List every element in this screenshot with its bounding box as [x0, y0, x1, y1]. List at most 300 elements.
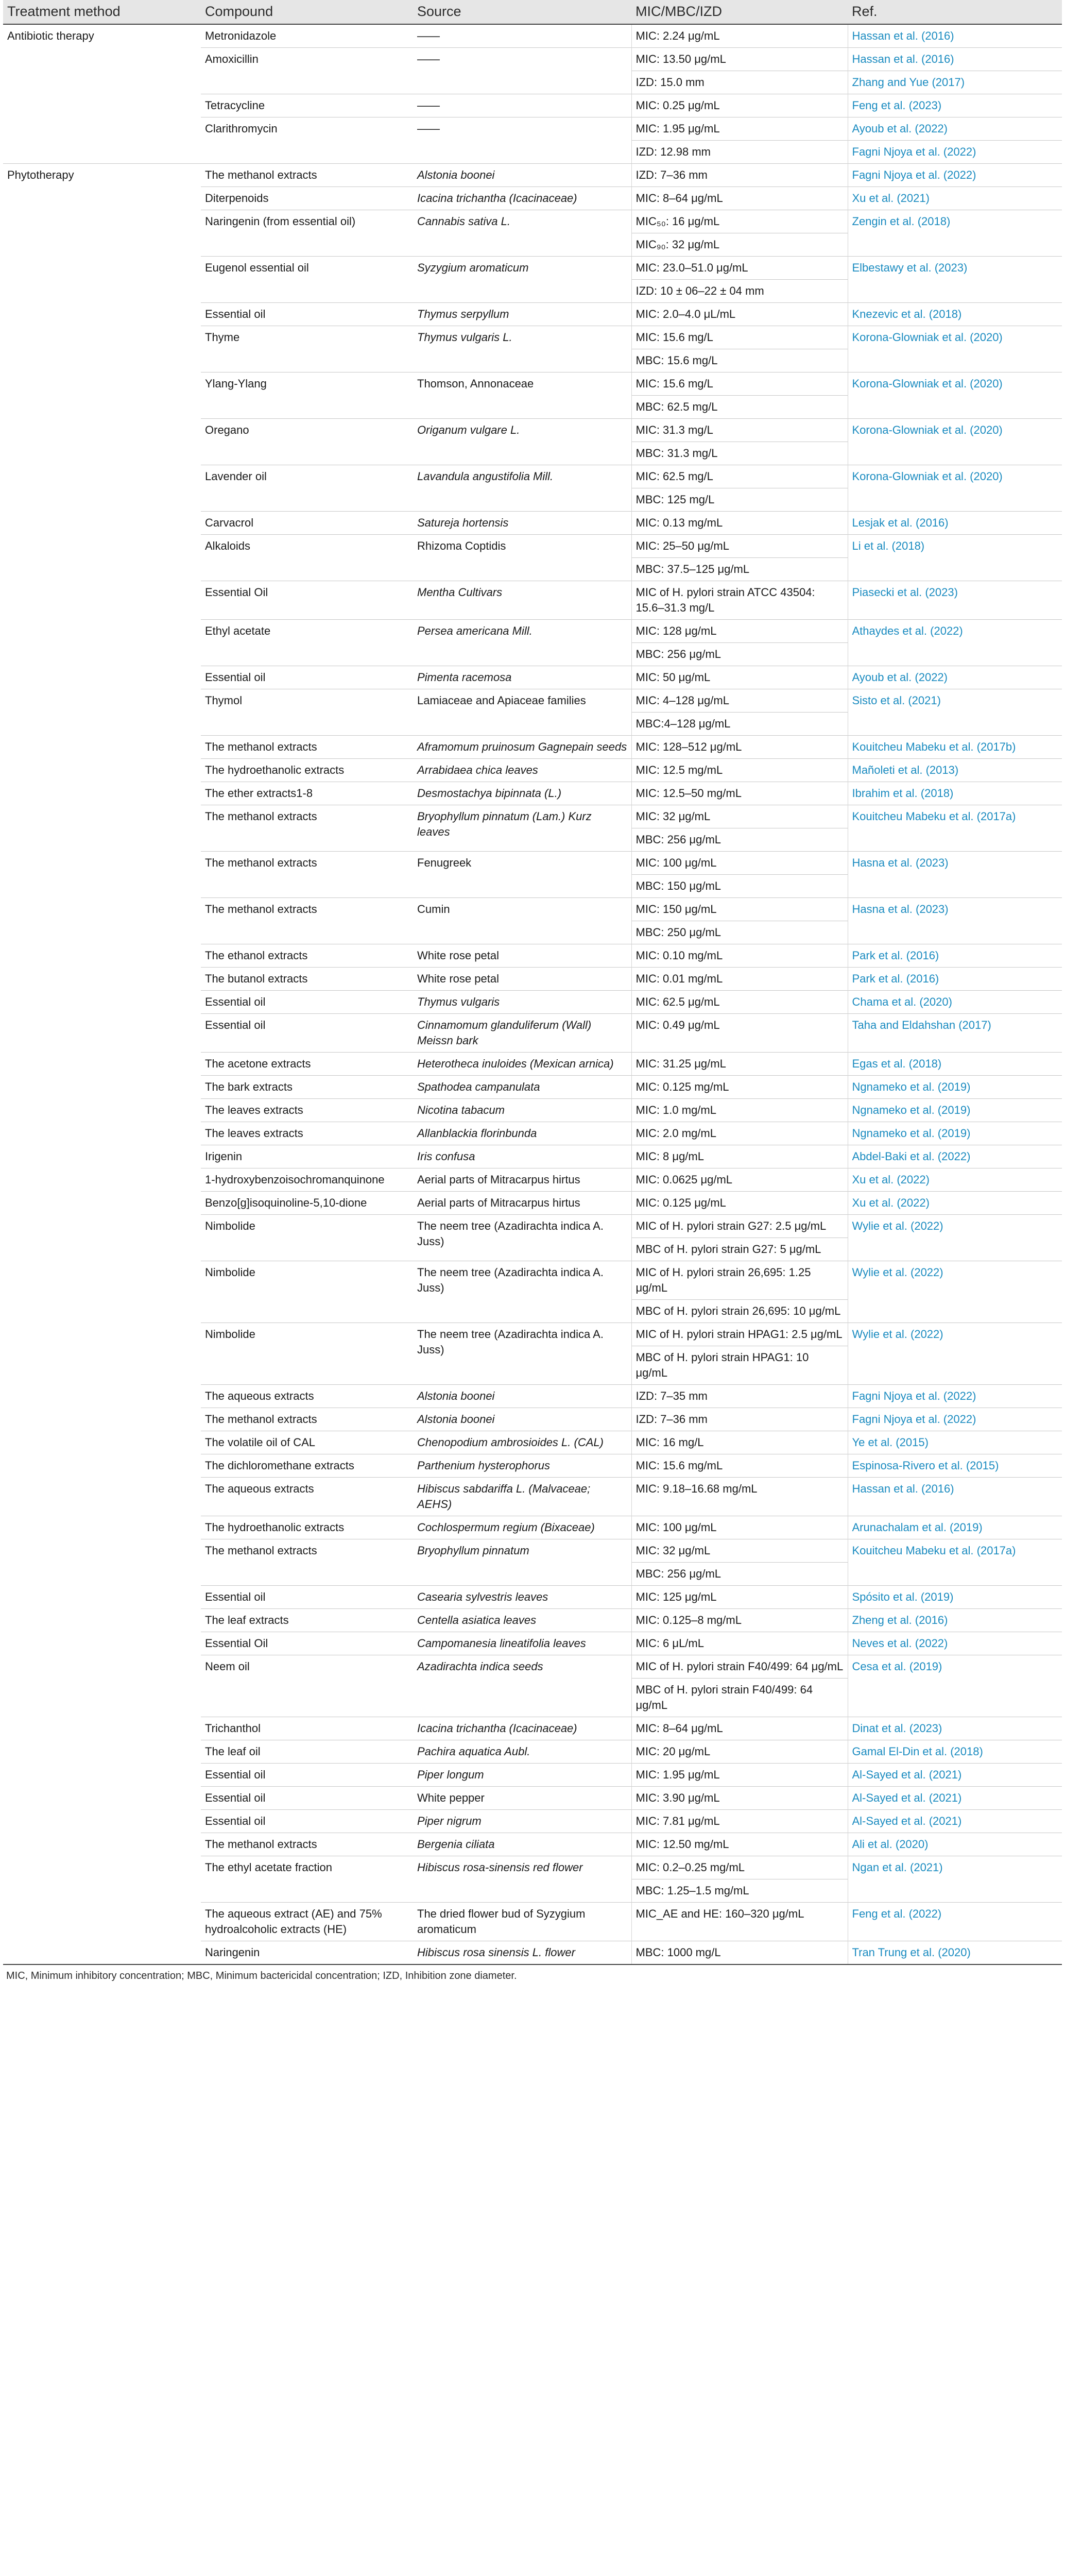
treatment-method-cell: [3, 782, 201, 805]
mic-mbc-izd-cell: MIC: 7.81 μg/mL: [631, 1810, 848, 1833]
mic-mbc-izd-cell: MIC: 12.5–50 mg/mL: [631, 782, 848, 805]
reference-link[interactable]: Hassan et al. (2016): [848, 1478, 1062, 1516]
treatment-method-cell: [3, 372, 201, 419]
source-cell: Lamiaceae and Apiaceae families: [413, 689, 631, 736]
treatment-method-cell: [3, 1717, 201, 1740]
table-row: [3, 1076, 1062, 1099]
treatment-method-cell: [3, 535, 201, 581]
treatment-method-cell: [3, 512, 201, 535]
mic-mbc-izd-cell: MBC: 256 μg/mL: [631, 1563, 848, 1586]
treatment-method-cell: [3, 805, 201, 852]
compound-cell: The methanol extracts: [201, 852, 413, 898]
treatment-method-cell: [3, 1192, 201, 1215]
compound-cell: The methanol extracts: [201, 736, 413, 759]
reference-link[interactable]: Dinat et al. (2023): [848, 1717, 1062, 1740]
reference-link[interactable]: Kouitcheu Mabeku et al. (2017a): [848, 1539, 1062, 1586]
reference-link[interactable]: Abdel-Baki et al. (2022): [848, 1145, 1062, 1168]
reference-link[interactable]: Hasna et al. (2023): [848, 852, 1062, 898]
compound-cell: Naringenin (from essential oil): [201, 210, 413, 257]
compound-cell: Naringenin: [201, 1941, 413, 1964]
mic-mbc-izd-cell: MIC: 0.125–8 mg/mL: [631, 1609, 848, 1632]
source-cell: Persea americana Mill.: [413, 620, 631, 666]
treatment-method-cell: [3, 419, 201, 465]
treatment-method-cell: [3, 1903, 201, 1941]
source-cell: The neem tree (Azadirachta indica A. Juss): [413, 1323, 631, 1385]
treatment-method-cell: [3, 1787, 201, 1810]
table-header: [3, 0, 1062, 24]
table-row: [3, 1539, 1062, 1563]
reference-link[interactable]: Elbestawy et al. (2023): [848, 257, 1062, 303]
reference-link[interactable]: Hassan et al. (2016): [848, 24, 1062, 48]
compound-cell: Essential Oil: [201, 1632, 413, 1655]
treatment-method-cell: [3, 852, 201, 898]
reference-link[interactable]: Feng et al. (2022): [848, 1903, 1062, 1941]
mic-mbc-izd-cell: MIC: 128 μg/mL: [631, 620, 848, 643]
reference-link[interactable]: Mañoleti et al. (2013): [848, 759, 1062, 782]
table-row: [3, 991, 1062, 1014]
mic-mbc-izd-cell: MIC: 25–50 μg/mL: [631, 535, 848, 558]
table-row: [3, 512, 1062, 535]
table-row: [3, 535, 1062, 558]
reference-link[interactable]: Kouitcheu Mabeku et al. (2017a): [848, 805, 1062, 852]
mic-mbc-izd-cell: IZD: 7–35 mm: [631, 1385, 848, 1408]
mic-mbc-izd-cell: MIC: 12.50 mg/mL: [631, 1833, 848, 1856]
source-cell: Satureja hortensis: [413, 512, 631, 535]
mic-mbc-izd-cell: IZD: 7–36 mm: [631, 164, 848, 187]
source-cell: Syzygium aromaticum: [413, 257, 631, 303]
mic-mbc-izd-cell: MIC: 15.6 mg/L: [631, 326, 848, 349]
reference-link[interactable]: Piasecki et al. (2023): [848, 581, 1062, 620]
mic-mbc-izd-cell: MBC of H. pylori strain G27: 5 μg/mL: [631, 1238, 848, 1261]
source-cell: Hibiscus rosa sinensis L. flower: [413, 1941, 631, 1964]
compound-cell: Benzo[g]isoquinoline-5,10-dione: [201, 1192, 413, 1215]
treatment-method-cell: [3, 1168, 201, 1192]
source-cell: Nicotina tabacum: [413, 1099, 631, 1122]
table-row: [3, 1516, 1062, 1539]
mic-mbc-izd-cell: IZD: 10 ± 06–22 ± 04 mm: [631, 280, 848, 303]
compound-cell: The hydroethanolic extracts: [201, 1516, 413, 1539]
treatment-method-cell: [3, 1764, 201, 1787]
source-cell: Rhizoma Coptidis: [413, 535, 631, 581]
source-cell: Heterotheca inuloides (Mexican arnica): [413, 1053, 631, 1076]
reference-link[interactable]: Espinosa-Rivero et al. (2015): [848, 1454, 1062, 1478]
table-row: [3, 968, 1062, 991]
table-row: [3, 1764, 1062, 1787]
mic-mbc-izd-cell: MBC of H. pylori strain 26,695: 10 μg/mL: [631, 1300, 848, 1323]
mic-mbc-izd-cell: MIC: 32 μg/mL: [631, 1539, 848, 1563]
table-row: [3, 805, 1062, 828]
compound-cell: The aqueous extracts: [201, 1385, 413, 1408]
table-footnote: MIC, Minimum inhibitory concentration; MBC, Minimum bactericidal concentration; IZD, Inhibition zone diameter.: [3, 1964, 1062, 1982]
mic-mbc-izd-cell: MIC: 6 μL/mL: [631, 1632, 848, 1655]
reference-link[interactable]: Ngnameko et al. (2019): [848, 1122, 1062, 1145]
table-row: [3, 1740, 1062, 1764]
mic-mbc-izd-cell: MIC: 125 μg/mL: [631, 1586, 848, 1609]
table-row: [3, 1053, 1062, 1076]
mic-mbc-izd-cell: MBC: 125 mg/L: [631, 488, 848, 512]
compound-cell: The leaves extracts: [201, 1122, 413, 1145]
mic-mbc-izd-cell: MIC: 9.18–16.68 mg/mL: [631, 1478, 848, 1516]
source-cell: ——: [413, 94, 631, 117]
mic-mbc-izd-cell: MBC: 62.5 mg/L: [631, 396, 848, 419]
reference-link[interactable]: Arunachalam et al. (2019): [848, 1516, 1062, 1539]
source-cell: Alstonia boonei: [413, 1408, 631, 1431]
reference-link[interactable]: Korona-Glowniak et al. (2020): [848, 419, 1062, 465]
table-row: [3, 94, 1062, 117]
mic-mbc-izd-cell: MIC: 8–64 μg/mL: [631, 1717, 848, 1740]
reference-link[interactable]: Tran Trung et al. (2020): [848, 1941, 1062, 1964]
reference-link[interactable]: Al-Sayed et al. (2021): [848, 1764, 1062, 1787]
table-row: [3, 24, 1062, 48]
treatment-method-cell: [3, 1810, 201, 1833]
treatment-method-cell: [3, 1740, 201, 1764]
compound-cell: The acetone extracts: [201, 1053, 413, 1076]
source-cell: Thymus serpyllum: [413, 303, 631, 326]
source-cell: Iris confusa: [413, 1145, 631, 1168]
mic-mbc-izd-cell: MIC_AE and HE: 160–320 μg/mL: [631, 1903, 848, 1941]
mic-mbc-izd-cell: MIC of H. pylori strain ATCC 43504: 15.6–31.3 mg/L: [631, 581, 848, 620]
table-row: [3, 1145, 1062, 1168]
header-mic-mbc-izd: MIC/MBC/IZD: [631, 0, 848, 24]
mic-mbc-izd-cell: MBC: 256 μg/mL: [631, 828, 848, 852]
source-cell: Thymus vulgaris L.: [413, 326, 631, 372]
treatment-method-cell: [3, 465, 201, 512]
treatment-method-cell: [3, 1323, 201, 1385]
source-cell: Cannabis sativa L.: [413, 210, 631, 257]
source-cell: ——: [413, 48, 631, 94]
mic-mbc-izd-cell: MBC: 31.3 mg/L: [631, 442, 848, 465]
compound-cell: Alkaloids: [201, 535, 413, 581]
reference-link[interactable]: Fagni Njoya et al. (2022): [848, 1408, 1062, 1431]
mic-mbc-izd-cell: MIC: 62.5 mg/L: [631, 465, 848, 488]
compound-cell: Ethyl acetate: [201, 620, 413, 666]
table-row: [3, 1717, 1062, 1740]
reference-link[interactable]: Korona-Glowniak et al. (2020): [848, 465, 1062, 512]
mic-mbc-izd-cell: MIC: 0.2–0.25 mg/mL: [631, 1856, 848, 1879]
compound-cell: The aqueous extract (AE) and 75% hydroalcoholic extracts (HE): [201, 1903, 413, 1941]
compound-cell: The butanol extracts: [201, 968, 413, 991]
table-row: [3, 1454, 1062, 1478]
treatment-method-cell: [3, 1431, 201, 1454]
reference-link[interactable]: Ye et al. (2015): [848, 1431, 1062, 1454]
table-row: [3, 1478, 1062, 1516]
mic-mbc-izd-cell: MBC: 250 μg/mL: [631, 921, 848, 944]
treatment-method-cell: [3, 1145, 201, 1168]
source-cell: The neem tree (Azadirachta indica A. Juss): [413, 1215, 631, 1261]
compound-cell: Tetracycline: [201, 94, 413, 117]
mic-mbc-izd-cell: MIC: 0.01 mg/mL: [631, 968, 848, 991]
mic-mbc-izd-cell: MIC: 8–64 μg/mL: [631, 187, 848, 210]
compound-cell: 1-hydroxybenzoisochromanquinone: [201, 1168, 413, 1192]
mic-mbc-izd-cell: MBC:4–128 μg/mL: [631, 713, 848, 736]
reference-link[interactable]: Ngnameko et al. (2019): [848, 1099, 1062, 1122]
reference-link[interactable]: Korona-Glowniak et al. (2020): [848, 326, 1062, 372]
mic-mbc-izd-cell: MIC: 0.125 mg/mL: [631, 1076, 848, 1099]
source-cell: Icacina trichantha (Icacinaceae): [413, 187, 631, 210]
mic-mbc-izd-cell: MIC₅₀: 16 μg/mL: [631, 210, 848, 233]
treatment-method-cell: [3, 1215, 201, 1261]
mic-mbc-izd-cell: MIC: 8 μg/mL: [631, 1145, 848, 1168]
table-row: [3, 1655, 1062, 1679]
treatment-method-cell: [3, 581, 201, 620]
reference-link[interactable]: Zengin et al. (2018): [848, 210, 1062, 257]
reference-link[interactable]: Egas et al. (2018): [848, 1053, 1062, 1076]
treatment-method-cell: [3, 1014, 201, 1053]
source-cell: Parthenium hysterophorus: [413, 1454, 631, 1478]
source-cell: Aerial parts of Mitracarpus hirtus: [413, 1168, 631, 1192]
reference-link[interactable]: Xu et al. (2021): [848, 187, 1062, 210]
mic-mbc-izd-cell: MIC: 16 mg/L: [631, 1431, 848, 1454]
compound-cell: The leaf extracts: [201, 1609, 413, 1632]
treatment-method-cell: [3, 991, 201, 1014]
treatment-method-cell: [3, 1099, 201, 1122]
treatment-method-cell: [3, 1454, 201, 1478]
treatment-method-cell: [3, 1076, 201, 1099]
mic-mbc-izd-cell: MIC of H. pylori strain F40/499: 64 μg/mL: [631, 1655, 848, 1679]
source-cell: Lavandula angustifolia Mill.: [413, 465, 631, 512]
source-cell: Origanum vulgare L.: [413, 419, 631, 465]
mic-mbc-izd-cell: IZD: 15.0 mm: [631, 71, 848, 94]
treatment-method-cell: [3, 1856, 201, 1903]
table-row: [3, 1168, 1062, 1192]
mic-mbc-izd-cell: MBC of H. pylori strain F40/499: 64 μg/mL: [631, 1679, 848, 1717]
reference-link[interactable]: Hasna et al. (2023): [848, 898, 1062, 944]
reference-link[interactable]: Gamal El-Din et al. (2018): [848, 1740, 1062, 1764]
source-cell: Fenugreek: [413, 852, 631, 898]
compound-cell: The methanol extracts: [201, 1408, 413, 1431]
mic-mbc-izd-cell: MIC: 32 μg/mL: [631, 805, 848, 828]
reference-link[interactable]: Park et al. (2016): [848, 968, 1062, 991]
header-treatment-method: Treatment method: [3, 0, 201, 24]
reference-link[interactable]: Ngan et al. (2021): [848, 1856, 1062, 1903]
reference-link[interactable]: Knezevic et al. (2018): [848, 303, 1062, 326]
reference-link[interactable]: Fagni Njoya et al. (2022): [848, 1385, 1062, 1408]
table-row: [3, 187, 1062, 210]
reference-link[interactable]: Ali et al. (2020): [848, 1833, 1062, 1856]
table-row: [3, 1941, 1062, 1964]
compound-cell: The ethyl acetate fraction: [201, 1856, 413, 1903]
table-row: [3, 852, 1062, 875]
mic-mbc-izd-cell: MIC: 3.90 μg/mL: [631, 1787, 848, 1810]
table-row: [3, 1099, 1062, 1122]
source-cell: White rose petal: [413, 944, 631, 968]
treatment-method-cell: [3, 187, 201, 210]
source-cell: Arrabidaea chica leaves: [413, 759, 631, 782]
reference-link[interactable]: Ayoub et al. (2022): [848, 117, 1062, 141]
compound-cell: Essential oil: [201, 1586, 413, 1609]
mic-mbc-izd-cell: MIC: 2.0–4.0 μL/mL: [631, 303, 848, 326]
reference-link[interactable]: Wylie et al. (2022): [848, 1215, 1062, 1261]
treatment-method-cell: [3, 759, 201, 782]
reference-link[interactable]: Lesjak et al. (2016): [848, 512, 1062, 535]
header-compound: Compound: [201, 0, 413, 24]
table-row: [3, 1385, 1062, 1408]
source-cell: Mentha Cultivars: [413, 581, 631, 620]
compound-cell: Nimbolide: [201, 1261, 413, 1323]
compound-cell: Metronidazole: [201, 24, 413, 48]
source-cell: Bergenia ciliata: [413, 1833, 631, 1856]
mic-mbc-izd-cell: MBC: 150 μg/mL: [631, 875, 848, 898]
compound-cell: Trichanthol: [201, 1717, 413, 1740]
table-row: [3, 759, 1062, 782]
mic-mbc-izd-cell: MIC: 0.25 μg/mL: [631, 94, 848, 117]
reference-link[interactable]: Korona-Glowniak et al. (2020): [848, 372, 1062, 419]
source-cell: Cinnamomum glanduliferum (Wall) Meissn bark: [413, 1014, 631, 1053]
mic-mbc-izd-cell: MIC of H. pylori strain G27: 2.5 μg/mL: [631, 1215, 848, 1238]
source-cell: Alstonia boonei: [413, 164, 631, 187]
reference-link[interactable]: Wylie et al. (2022): [848, 1261, 1062, 1323]
compound-cell: Eugenol essential oil: [201, 257, 413, 303]
table-row: [3, 666, 1062, 689]
source-cell: Bryophyllum pinnatum: [413, 1539, 631, 1586]
treatment-method-cell: [3, 94, 201, 117]
reference-link[interactable]: Spósito et al. (2019): [848, 1586, 1062, 1609]
table-row: [3, 1609, 1062, 1632]
reference-link[interactable]: Neves et al. (2022): [848, 1632, 1062, 1655]
treatment-method-cell: Phytotherapy: [3, 164, 201, 187]
compound-cell: The ethanol extracts: [201, 944, 413, 968]
mic-mbc-izd-cell: MBC: 1.25–1.5 mg/mL: [631, 1879, 848, 1903]
table-row: [3, 1903, 1062, 1941]
source-cell: Centella asiatica leaves: [413, 1609, 631, 1632]
treatment-method-cell: [3, 1053, 201, 1076]
table-row: [3, 898, 1062, 921]
treatment-method-cell: Antibiotic therapy: [3, 24, 201, 48]
source-cell: Cumin: [413, 898, 631, 944]
table-row: [3, 1408, 1062, 1431]
mic-mbc-izd-cell: MIC: 1.95 μg/mL: [631, 117, 848, 141]
table-row: [3, 164, 1062, 187]
compound-cell: Oregano: [201, 419, 413, 465]
mic-mbc-izd-cell: MIC: 100 μg/mL: [631, 852, 848, 875]
mic-mbc-izd-cell: MIC: 128–512 μg/mL: [631, 736, 848, 759]
reference-link[interactable]: Zhang and Yue (2017): [848, 71, 1062, 94]
mic-mbc-izd-cell: MIC: 23.0–51.0 μg/mL: [631, 257, 848, 280]
reference-link[interactable]: Sisto et al. (2021): [848, 689, 1062, 736]
treatment-method-cell: [3, 1261, 201, 1323]
compound-cell: Amoxicillin: [201, 48, 413, 94]
header-ref: Ref.: [848, 0, 1062, 24]
treatment-method-cell: [3, 1408, 201, 1431]
treatment-method-cell: [3, 257, 201, 303]
reference-link[interactable]: Hassan et al. (2016): [848, 48, 1062, 71]
mic-mbc-izd-cell: MBC: 37.5–125 μg/mL: [631, 558, 848, 581]
mic-mbc-izd-cell: MIC: 0.49 μg/mL: [631, 1014, 848, 1053]
table-row: [3, 419, 1062, 442]
treatment-method-cell: [3, 1632, 201, 1655]
compound-cell: Essential oil: [201, 1014, 413, 1053]
mic-mbc-izd-cell: MIC: 1.0 mg/mL: [631, 1099, 848, 1122]
source-cell: Azadirachta indica seeds: [413, 1655, 631, 1717]
reference-link[interactable]: Xu et al. (2022): [848, 1192, 1062, 1215]
header-source: Source: [413, 0, 631, 24]
source-cell: Bryophyllum pinnatum (Lam.) Kurz leaves: [413, 805, 631, 852]
table-row: [3, 1323, 1062, 1346]
table-row: [3, 1431, 1062, 1454]
reference-link[interactable]: Ngnameko et al. (2019): [848, 1076, 1062, 1099]
mic-mbc-izd-cell: MIC₉₀: 32 μg/mL: [631, 233, 848, 257]
reference-link[interactable]: Zheng et al. (2016): [848, 1609, 1062, 1632]
mic-mbc-izd-cell: MIC: 31.25 μg/mL: [631, 1053, 848, 1076]
compound-cell: Diterpenoids: [201, 187, 413, 210]
compound-cell: The methanol extracts: [201, 1833, 413, 1856]
source-cell: Spathodea campanulata: [413, 1076, 631, 1099]
reference-link[interactable]: Taha and Eldahshan (2017): [848, 1014, 1062, 1053]
reference-link[interactable]: Kouitcheu Mabeku et al. (2017b): [848, 736, 1062, 759]
reference-link[interactable]: Athaydes et al. (2022): [848, 620, 1062, 666]
table-row: [3, 1215, 1062, 1238]
reference-link[interactable]: Fagni Njoya et al. (2022): [848, 141, 1062, 164]
reference-link[interactable]: Feng et al. (2023): [848, 94, 1062, 117]
treatment-method-cell: [3, 1941, 201, 1964]
reference-link[interactable]: Al-Sayed et al. (2021): [848, 1787, 1062, 1810]
compound-cell: Thyme: [201, 326, 413, 372]
table-row: [3, 210, 1062, 233]
reference-link[interactable]: Ayoub et al. (2022): [848, 666, 1062, 689]
table-row: [3, 117, 1062, 141]
compound-cell: Essential oil: [201, 1787, 413, 1810]
source-cell: Thymus vulgaris: [413, 991, 631, 1014]
table-row: [3, 1586, 1062, 1609]
compound-cell: Essential Oil: [201, 581, 413, 620]
mic-mbc-izd-cell: MIC: 50 μg/mL: [631, 666, 848, 689]
mic-mbc-izd-cell: IZD: 7–36 mm: [631, 1408, 848, 1431]
reference-link[interactable]: Cesa et al. (2019): [848, 1655, 1062, 1717]
mic-mbc-izd-cell: MIC of H. pylori strain HPAG1: 2.5 μg/mL: [631, 1323, 848, 1346]
table-row: [3, 736, 1062, 759]
treatment-method-cell: [3, 1655, 201, 1717]
table-body: [3, 24, 1062, 1964]
mic-mbc-izd-cell: MIC: 0.0625 μg/mL: [631, 1168, 848, 1192]
compound-cell: The hydroethanolic extracts: [201, 759, 413, 782]
reference-link[interactable]: Fagni Njoya et al. (2022): [848, 164, 1062, 187]
treatment-method-cell: [3, 210, 201, 257]
reference-link[interactable]: Ibrahim et al. (2018): [848, 782, 1062, 805]
reference-link[interactable]: Al-Sayed et al. (2021): [848, 1810, 1062, 1833]
treatment-method-cell: [3, 326, 201, 372]
table-row: [3, 257, 1062, 280]
reference-link[interactable]: Park et al. (2016): [848, 944, 1062, 968]
compound-cell: Essential oil: [201, 1810, 413, 1833]
source-cell: Alstonia boonei: [413, 1385, 631, 1408]
mic-mbc-izd-cell: MBC: 256 μg/mL: [631, 643, 848, 666]
source-cell: White rose petal: [413, 968, 631, 991]
treatment-method-cell: [3, 689, 201, 736]
mic-mbc-izd-cell: MIC of H. pylori strain 26,695: 1.25 μg/mL: [631, 1261, 848, 1300]
source-cell: Icacina trichantha (Icacinaceae): [413, 1717, 631, 1740]
table-row: [3, 1192, 1062, 1215]
treatment-method-cell: [3, 1586, 201, 1609]
compound-cell: Clarithromycin: [201, 117, 413, 164]
source-cell: Desmostachya bipinnata (L.): [413, 782, 631, 805]
reference-link[interactable]: Chama et al. (2020): [848, 991, 1062, 1014]
reference-link[interactable]: Li et al. (2018): [848, 535, 1062, 581]
treatment-method-cell: [3, 898, 201, 944]
reference-link[interactable]: Wylie et al. (2022): [848, 1323, 1062, 1385]
table-row: [3, 782, 1062, 805]
treatment-table: [3, 0, 1062, 1964]
source-cell: White pepper: [413, 1787, 631, 1810]
mic-mbc-izd-cell: MBC: 1000 mg/L: [631, 1941, 848, 1964]
compound-cell: The leaves extracts: [201, 1099, 413, 1122]
mic-mbc-izd-cell: MBC: 15.6 mg/L: [631, 349, 848, 372]
source-cell: Pimenta racemosa: [413, 666, 631, 689]
compound-cell: Essential oil: [201, 666, 413, 689]
table-row: [3, 1833, 1062, 1856]
mic-mbc-izd-cell: MIC: 4–128 μg/mL: [631, 689, 848, 713]
reference-link[interactable]: Xu et al. (2022): [848, 1168, 1062, 1192]
mic-mbc-izd-cell: MIC: 150 μg/mL: [631, 898, 848, 921]
